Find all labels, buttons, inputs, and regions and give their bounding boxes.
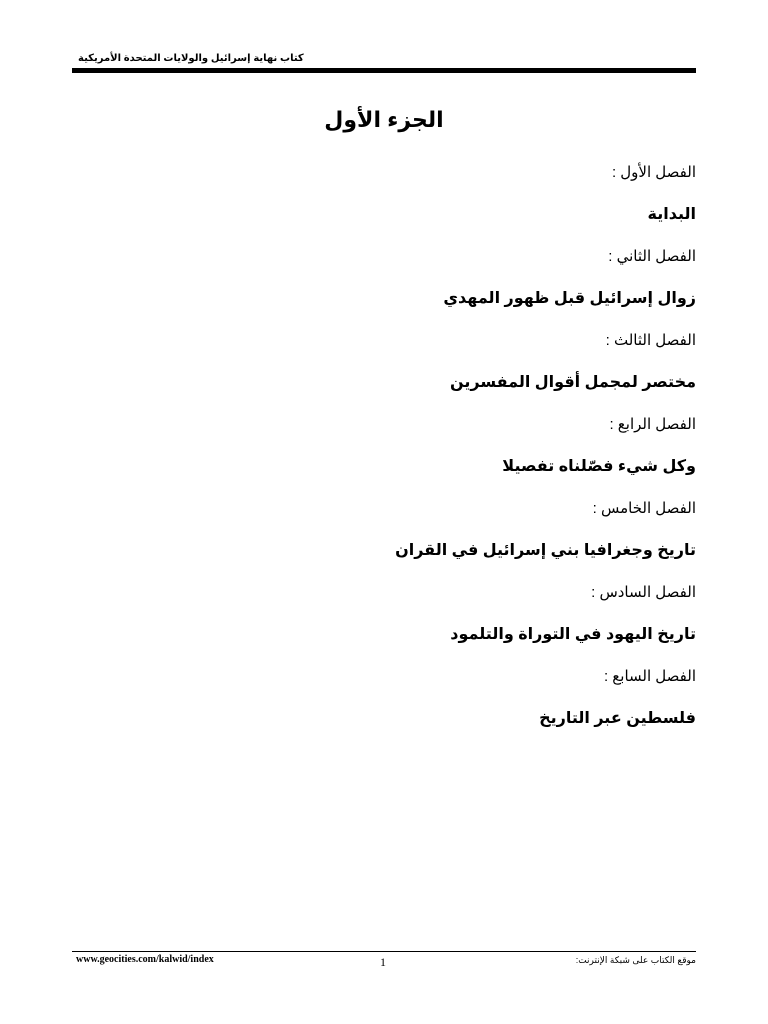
chapter-label: الفصل الأول :: [611, 164, 696, 181]
chapter-3-label-line: [136, 330, 696, 372]
chapter-7-label-line: [136, 666, 696, 708]
chapter-2-label-line: [136, 246, 696, 288]
chapter-title: مختصر لمجمل أقوال المفسرين: [449, 374, 696, 391]
chapter-title: وكل شيء فصّلناه تفصيلا: [502, 458, 696, 475]
chapter-label: الفصل الخامس :: [592, 500, 696, 517]
footer-site-label: موقع الكتاب على شبكة الإنترنت:: [575, 955, 696, 965]
chapter-title: تاريخ اليهود في التوراة والتلمود: [450, 626, 696, 643]
chapter-title: البداية: [647, 206, 696, 223]
chapter-title: فلسطين عبر التاريخ: [539, 710, 696, 727]
chapter-title: تاريخ وجغرافيا بني إسرائيل في القران: [395, 542, 696, 559]
chapter-title: زوال إسرائيل قبل ظهور المهدي: [443, 290, 696, 307]
chapter-label: الفصل الثالث :: [605, 332, 696, 349]
chapter-2-title-line: [136, 288, 696, 330]
chapter-list: [136, 162, 696, 750]
header-rule: [72, 68, 696, 73]
page-header: [72, 50, 696, 76]
chapter-label: الفصل الرابع :: [609, 416, 696, 433]
chapter-6-title-line: [136, 624, 696, 666]
chapter-1-title-line: [136, 204, 696, 246]
chapter-6-label-line: [136, 582, 696, 624]
header-book-title: كتاب نهاية إسرائيل والولايات المتحدة الأمريكية: [78, 53, 304, 64]
chapter-5-title-line: [136, 540, 696, 582]
chapter-5-label-line: [136, 498, 696, 540]
page-footer: [72, 951, 696, 975]
chapter-7-title-line: [136, 708, 696, 750]
chapter-4-title-line: [136, 456, 696, 498]
footer-rule: [72, 951, 696, 952]
chapter-label: الفصل الثاني :: [608, 248, 696, 265]
chapter-label: الفصل السادس :: [591, 584, 696, 601]
footer-url: www.geocities.com/kalwid/index: [76, 954, 214, 965]
chapter-1-label-line: [136, 162, 696, 204]
chapter-4-label-line: [136, 414, 696, 456]
chapter-3-title-line: [136, 372, 696, 414]
chapter-label: الفصل السابع :: [603, 668, 696, 685]
page-number: 1: [380, 955, 386, 969]
part-title: الجزء الأول: [324, 107, 444, 132]
